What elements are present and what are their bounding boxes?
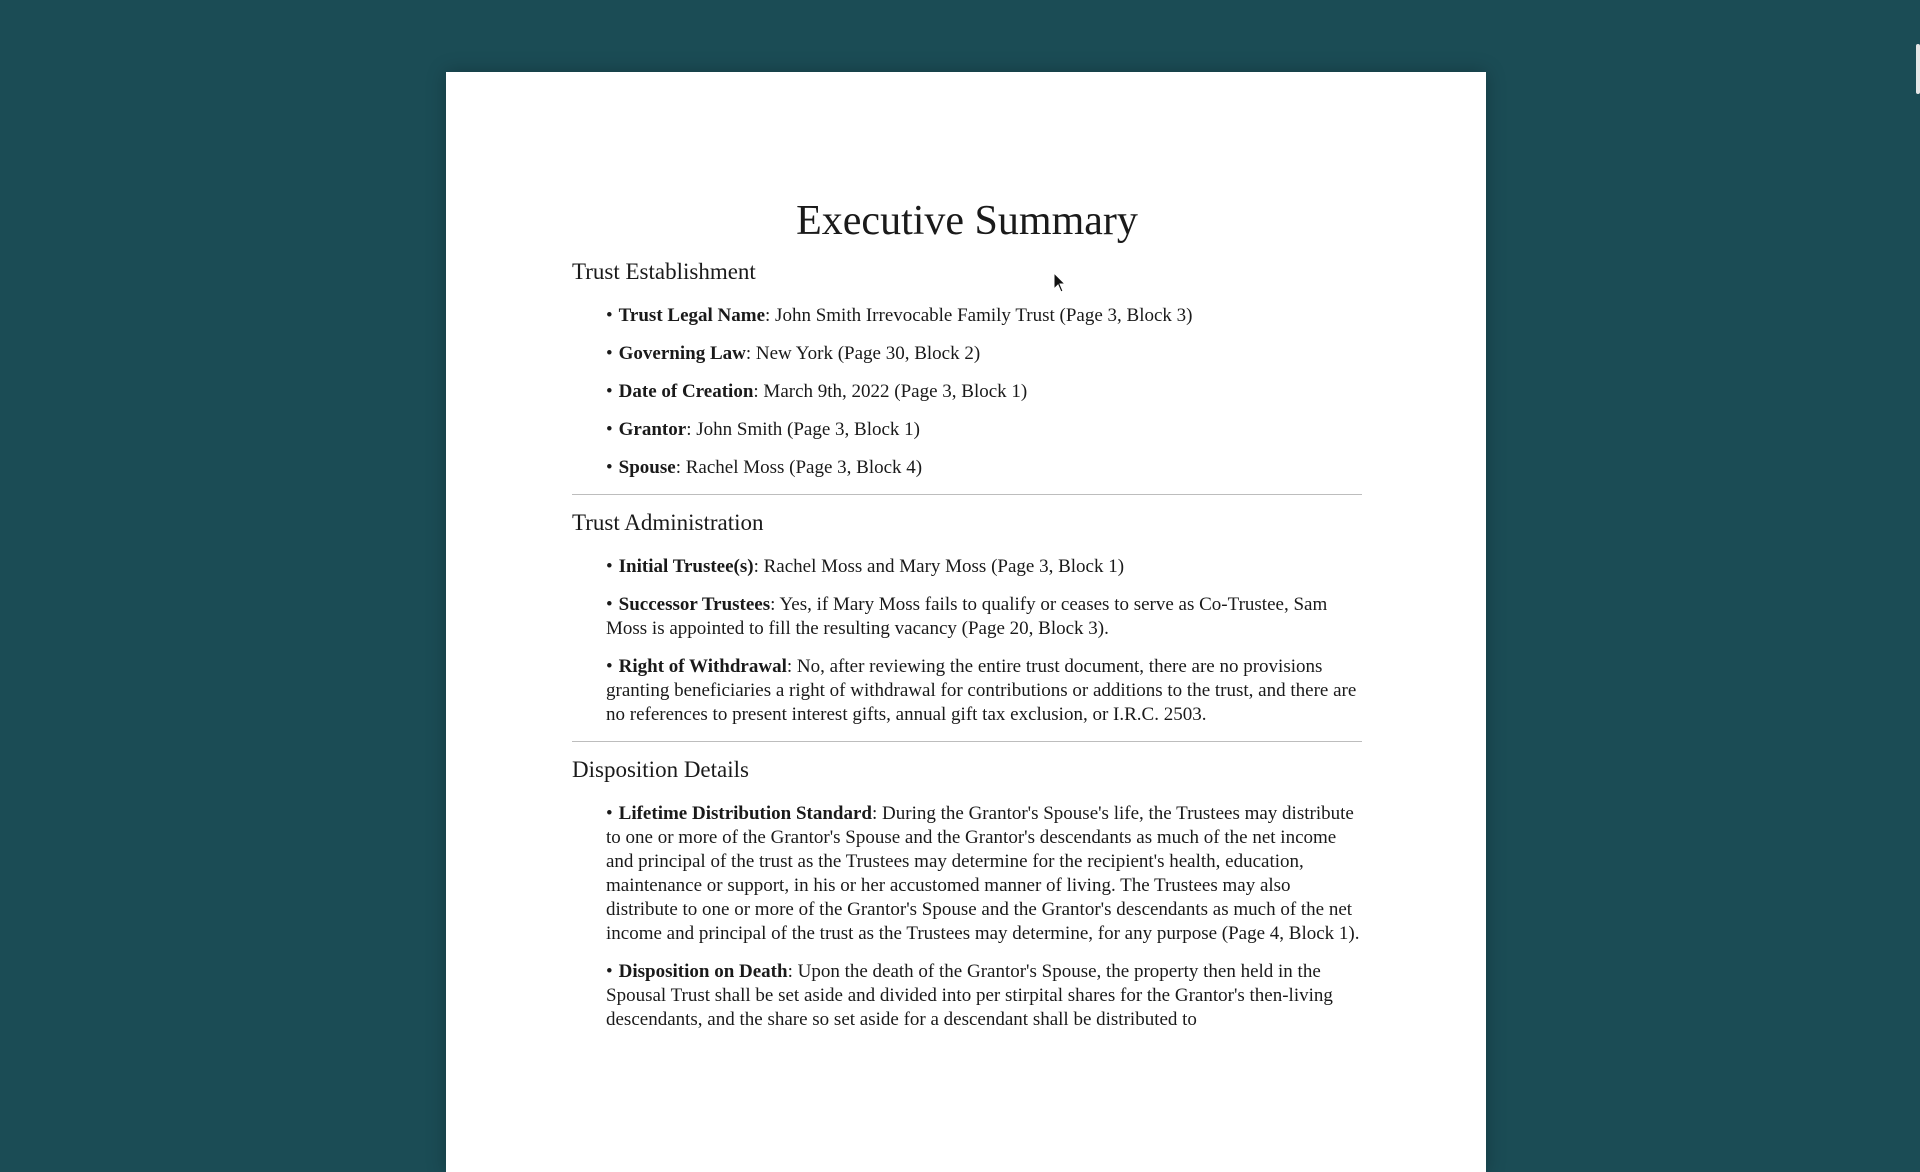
list-item	[606, 304, 1362, 328]
item-term: Date of Creation	[618, 381, 754, 402]
bullet-icon: •	[606, 457, 613, 478]
item-term: Grantor	[618, 419, 687, 440]
list-item	[606, 593, 1362, 641]
list-item	[606, 380, 1362, 404]
bullet-icon: •	[606, 556, 613, 577]
list-item	[606, 342, 1362, 366]
scrollbar-thumb[interactable]	[1916, 44, 1920, 94]
bullet-icon: •	[606, 803, 613, 824]
mouse-pointer-icon	[1053, 272, 1067, 294]
item-text: : No, after reviewing the entire trust document, there are no provisions granting beneficiaries a right of withdrawal for contributions or additions to the trust, and there are no references to present interest gifts, annual gift tax exclusion, or I.R.C. 2503.	[606, 656, 1357, 725]
list-item	[606, 418, 1362, 442]
bullet-list	[572, 304, 1362, 480]
bullet-icon: •	[606, 381, 613, 402]
section-divider	[572, 494, 1362, 495]
list-item	[606, 655, 1362, 727]
document-page	[446, 72, 1486, 1172]
section-heading: Trust Establishment	[572, 259, 756, 284]
item-term: Disposition on Death	[618, 961, 788, 982]
item-text: : Upon the death of the Grantor's Spouse, the property then held in the Spousal Trust shall be set aside and divided into per stirpital shares for the Grantor's then-living descendants, and the share so set aside for a descendant shall be distributed to	[606, 961, 1333, 1030]
section-heading: Trust Administration	[572, 510, 764, 535]
item-text: : John Smith (Page 3, Block 1)	[686, 419, 921, 440]
bullet-icon: •	[606, 305, 613, 326]
bullet-icon: •	[606, 419, 613, 440]
bullet-icon: •	[606, 656, 613, 677]
bullet-icon: •	[606, 961, 613, 982]
document-title: Executive Summary	[796, 198, 1138, 244]
item-text: : March 9th, 2022 (Page 3, Block 1)	[753, 381, 1028, 402]
item-term: Successor Trustees	[618, 594, 771, 615]
item-term: Spouse	[618, 457, 676, 478]
item-term: Initial Trustee(s)	[618, 556, 754, 577]
item-term: Lifetime Distribution Standard	[618, 803, 873, 824]
list-item	[606, 960, 1362, 1032]
section-heading: Disposition Details	[572, 757, 749, 782]
list-item	[606, 555, 1362, 579]
list-item	[606, 802, 1362, 946]
item-term: Trust Legal Name	[618, 305, 766, 326]
bullet-icon: •	[606, 343, 613, 364]
section-trust-establishment	[572, 258, 1362, 480]
list-item	[606, 456, 1362, 480]
item-text: : John Smith Irrevocable Family Trust (Page 3, Block 3)	[765, 305, 1193, 326]
bullet-icon: •	[606, 594, 613, 615]
item-text: : New York (Page 30, Block 2)	[745, 343, 981, 364]
section-trust-administration	[572, 509, 1362, 727]
item-term: Governing Law	[618, 343, 746, 364]
item-text: : Rachel Moss and Mary Moss (Page 3, Block 1)	[753, 556, 1125, 577]
bullet-list	[572, 802, 1362, 1032]
section-divider	[572, 741, 1362, 742]
item-term: Right of Withdrawal	[618, 656, 787, 677]
document-content	[572, 196, 1362, 1046]
bullet-list	[572, 555, 1362, 727]
item-text: : Yes, if Mary Moss fails to qualify or ceases to serve as Co-Trustee, Sam Moss is appointed to fill the resulting vacancy (Page 20, Block 3).	[606, 594, 1328, 639]
item-text: : Rachel Moss (Page 3, Block 4)	[675, 457, 923, 478]
section-disposition-details	[572, 756, 1362, 1032]
item-text: : During the Grantor's Spouse's life, the Trustees may distribute to one or more of the Grantor's Spouse and the Grantor's descendants as much of the net income and principal of the trust as the Trustees may determine for the recipient's health, education, maintenance or support, in his or her accustomed manner of living. The Trustees may also distribute to one or more of the Grantor's Spouse and the Grantor's descendants as much of the net income and principal of the trust as the Trustees may determine, for any purpose (Page 4, Block 1).	[606, 803, 1360, 944]
